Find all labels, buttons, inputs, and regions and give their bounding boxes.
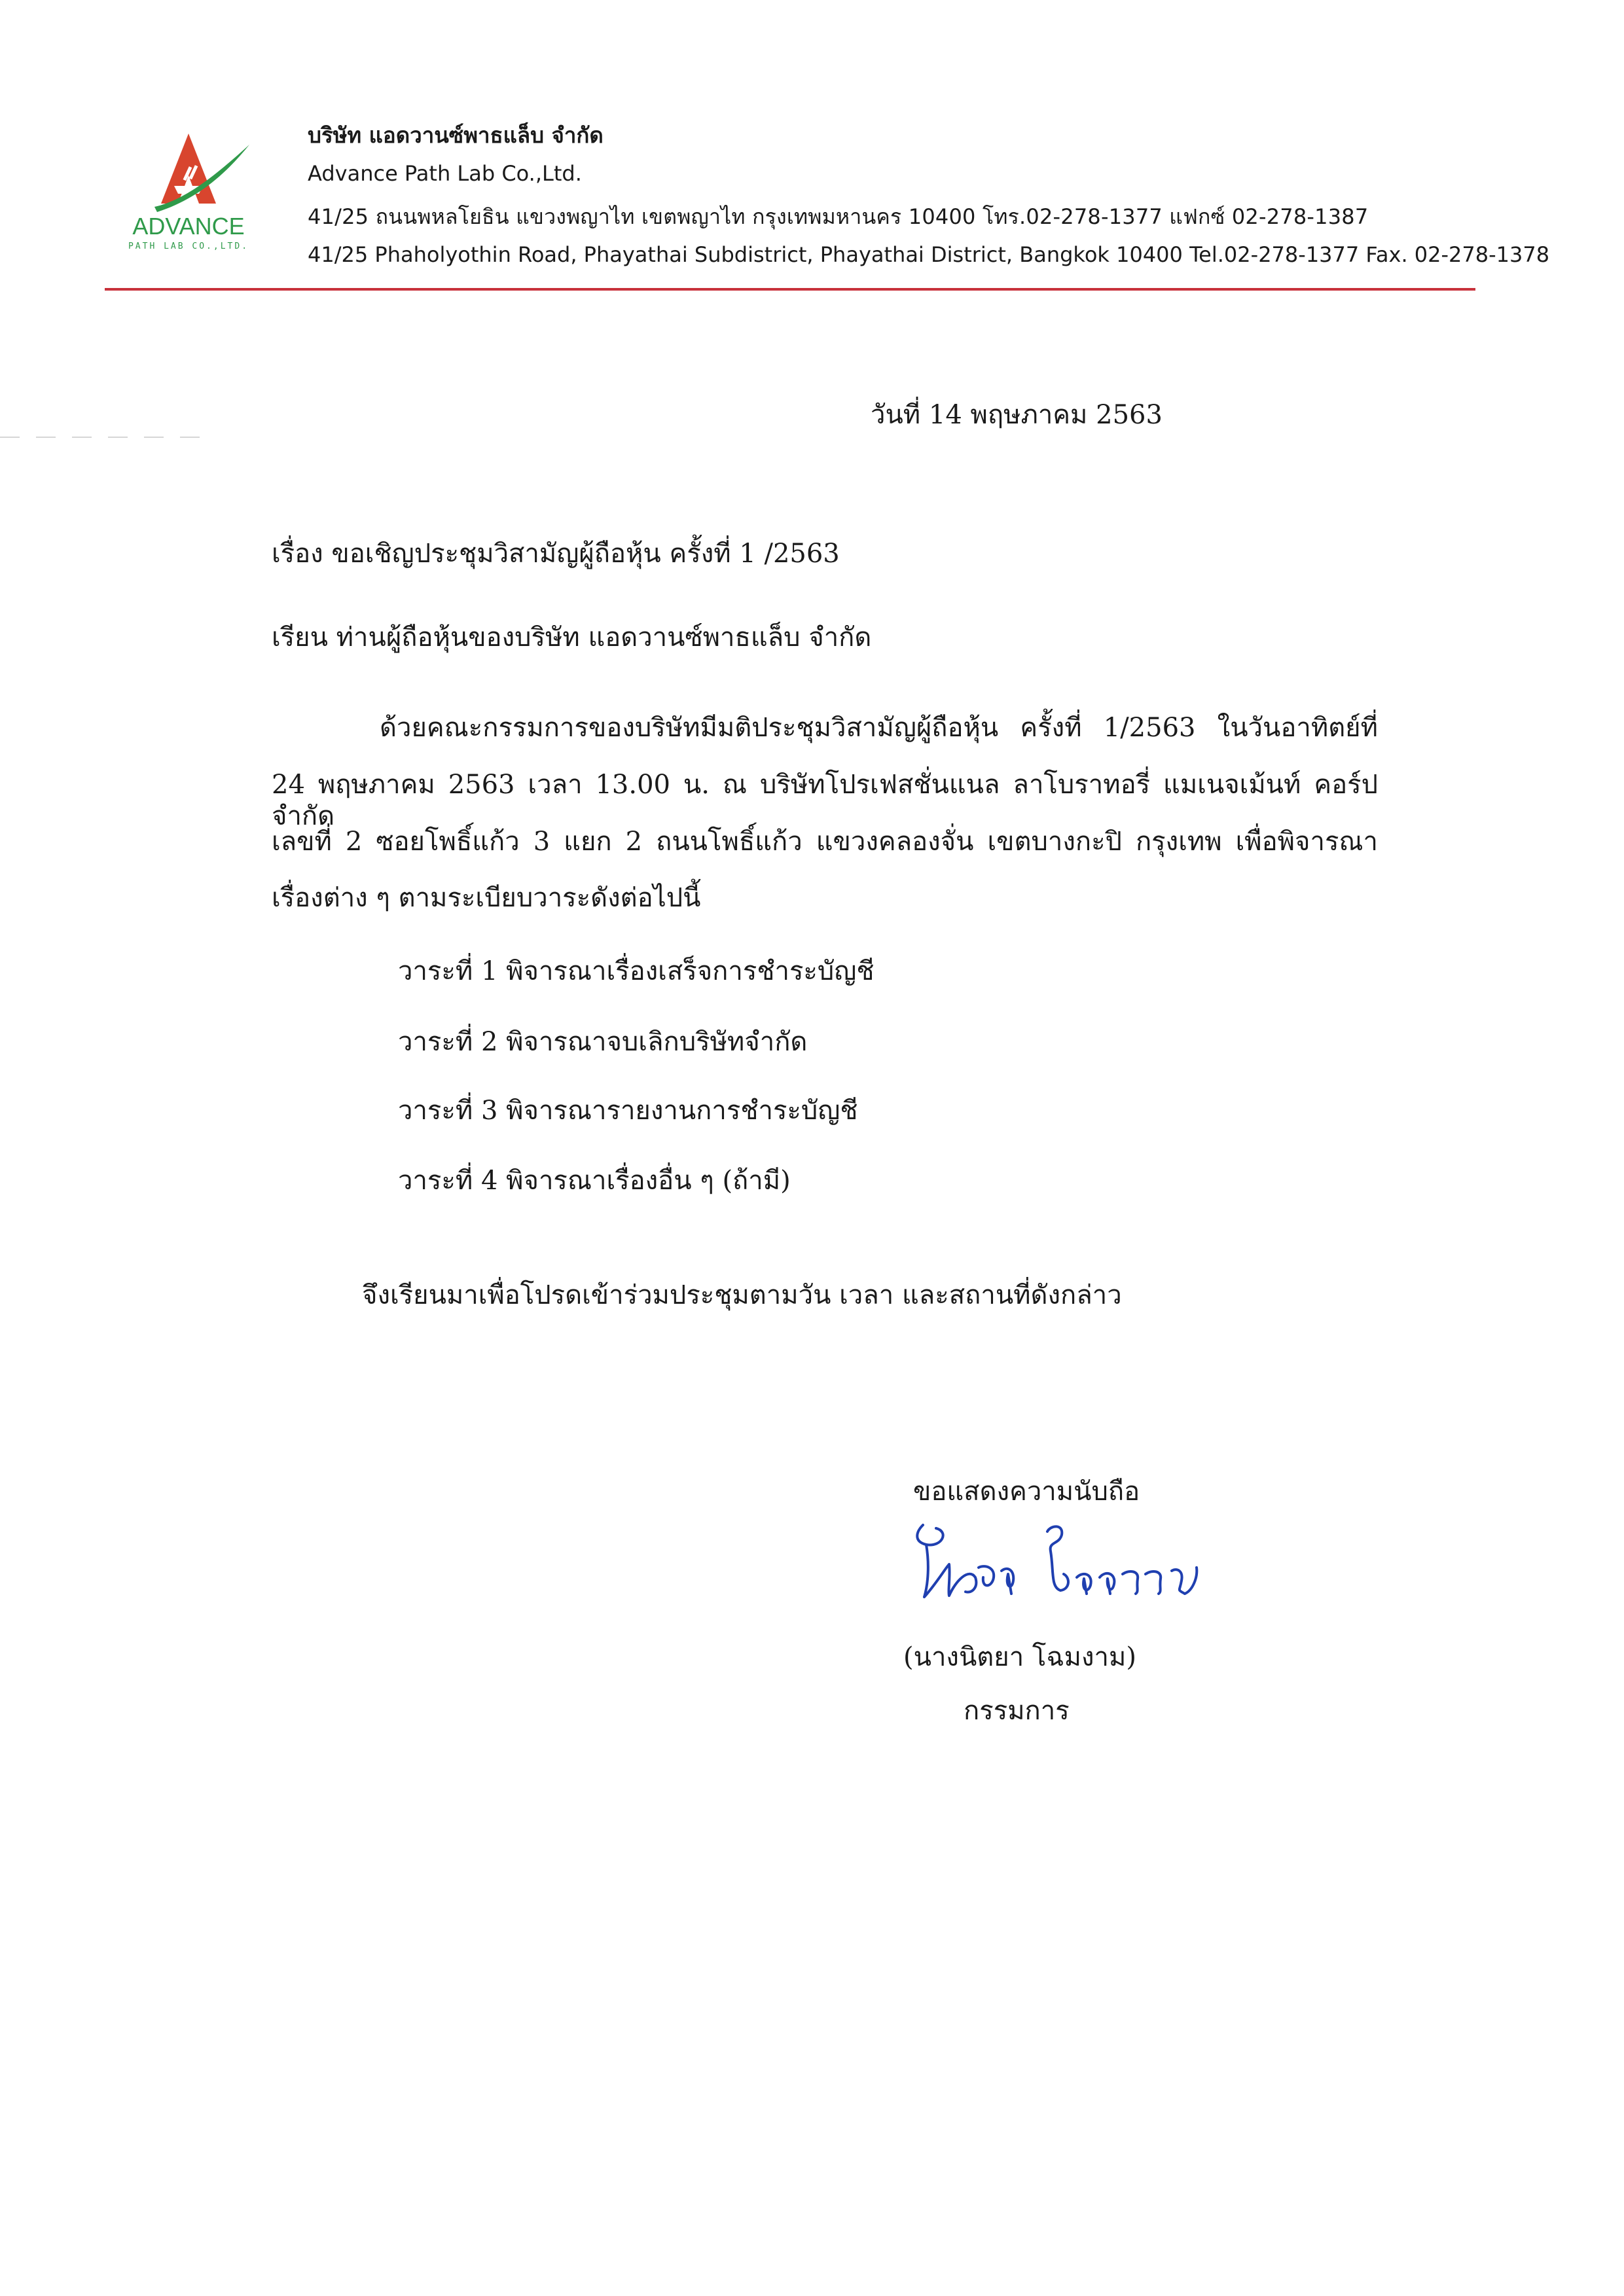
logo-subtext: PATH LAB CO.,LTD. [128, 242, 249, 251]
company-logo [115, 128, 266, 253]
agenda-item: วาระที่ 4 พิจารณาเรื่องอื่น ๆ (ถ้ามี) [398, 1166, 791, 1196]
company-address-english: 41/25 Phaholyothin Road, Phayathai Subdistrict, Phayathai District, Bangkok 10400 Tel.02-278-1377 Fax. 02-278-1378 [308, 242, 1550, 267]
company-address-thai: 41/25 ถนนพหลโยธิน แขวงพญาไท เขตพญาไท กรุงเทพมหานคร 10400 โทร.02-278-1377 แฟกซ์ 02-278-1387 [308, 204, 1369, 229]
paragraph-line: เรื่องต่าง ๆ ตามระเบียบวาระดังต่อไปนี้ [272, 883, 701, 913]
company-name-thai: บริษัท แอดวานซ์พาธแล็บ จำกัด [308, 122, 604, 148]
letter-salutation: เรียน ท่านผู้ถือหุ้นของบริษัท แอดวานซ์พาธแล็บ จำกัด [272, 622, 872, 653]
signer-name: (นางนิตยา โฉมงาม) [903, 1642, 1136, 1672]
logo-wordmark: ADVANCE [132, 213, 245, 240]
paragraph-line: ด้วยคณะกรรมการของบริษัทมีมติประชุมวิสามัญผู้ถือหุ้น ครั้งที่ 1/2563 ในวันอาทิตย์ที่ [380, 713, 1378, 743]
paragraph-line: เลขที่ 2 ซอยโพธิ์แก้ว 3 แยก 2 ถนนโพธิ์แก้ว แขวงคลองจั่น เขตบางกะปิ กรุงเทพ เพื่อพิจารณา [272, 827, 1378, 857]
regards-line: ขอแสดงความนับถือ [913, 1477, 1140, 1507]
paragraph-line: 24 พฤษภาคม 2563 เวลา 13.00 น. ณ บริษัทโปรเฟสชั่นแนล ลาโบราทอรี่ แมเนจเม้นท์ คอร์ป จำกัด [272, 770, 1378, 831]
signer-position: กรรมการ [964, 1696, 1070, 1726]
fold-mark [0, 437, 209, 438]
agenda-item: วาระที่ 3 พิจารณารายงานการชำระบัญชี [398, 1096, 858, 1126]
closing-sentence: จึงเรียนมาเพื่อโปรดเข้าร่วมประชุมตามวัน เวลา และสถานที่ดังกล่าว [362, 1280, 1122, 1310]
agenda-item: วาระที่ 1 พิจารณาเรื่องเสร็จการชำระบัญชี [398, 956, 875, 986]
handwritten-signature [910, 1505, 1237, 1610]
letterhead-divider [105, 288, 1475, 291]
agenda-item: วาระที่ 2 พิจารณาจบเลิกบริษัทจำกัด [398, 1027, 808, 1057]
letter-date: วันที่ 14 พฤษภาคม 2563 [871, 400, 1163, 430]
letter-subject: เรื่อง ขอเชิญประชุมวิสามัญผู้ถือหุ้น ครั้งที่ 1 /2563 [272, 539, 840, 569]
company-name-english: Advance Path Lab Co.,Ltd. [308, 161, 582, 186]
